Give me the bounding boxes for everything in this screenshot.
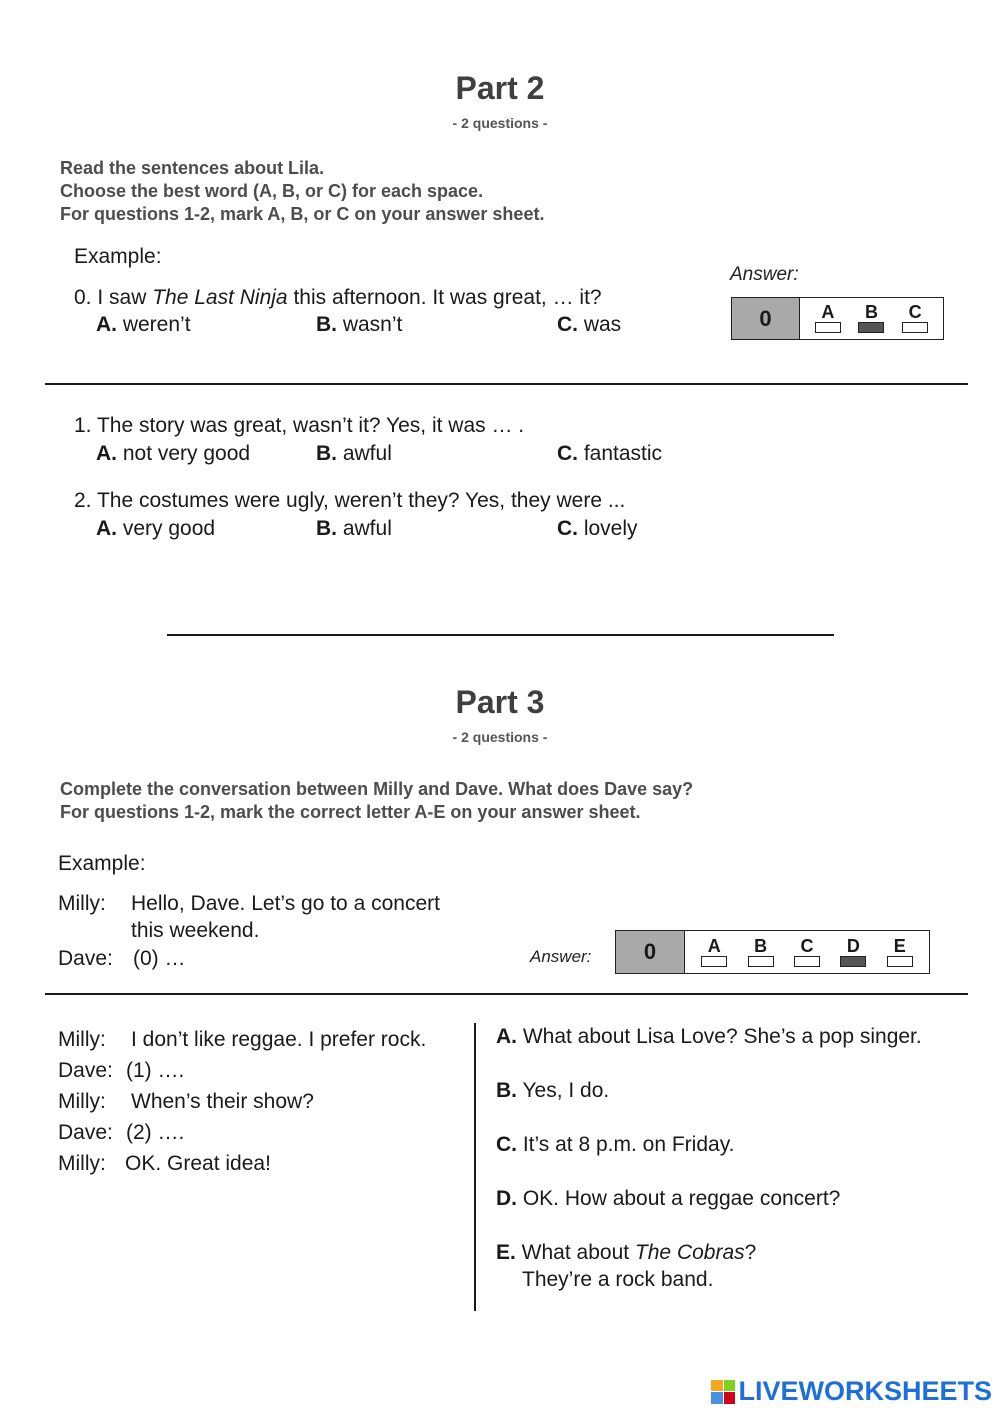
choice-a[interactable]: A. What about Lisa Love? She’s a pop singer. — [496, 1025, 922, 1048]
answer-mark[interactable] — [887, 956, 913, 967]
part2-example-option-b: B. wasn’t — [316, 313, 403, 336]
choice-d[interactable]: D. OK. How about a reggae concert? — [496, 1187, 841, 1210]
answer-option-e[interactable]: E — [887, 938, 913, 967]
dialogue-speaker: Milly: — [58, 1090, 106, 1113]
part2-question-2: 2. The costumes were ugly, weren’t they? Yes, they were ... — [74, 489, 626, 512]
divider — [45, 383, 968, 385]
part2-question-1: 1. The story was great, wasn’t it? Yes, it was … . — [74, 414, 525, 437]
example-line: this weekend. — [131, 919, 260, 942]
dialogue-line[interactable]: (1) …. — [126, 1059, 185, 1082]
instruction-line: Choose the best word (A, B, or C) for each space. — [60, 181, 484, 201]
part2-example-label: Example: — [74, 245, 162, 268]
part2-answer-label: Answer: — [730, 264, 799, 285]
choice-b[interactable]: B. Yes, I do. — [496, 1079, 610, 1102]
answer-option-b[interactable]: B — [748, 938, 774, 967]
q1-option-b[interactable]: B. awful — [316, 442, 392, 465]
example-title: The Last Ninja — [152, 286, 288, 309]
dialogue-line: I don’t like reggae. I prefer rock. — [131, 1028, 427, 1051]
logo-icon — [711, 1380, 735, 1404]
part2-answer-box — [731, 297, 944, 340]
dialogue-line: OK. Great idea! — [125, 1152, 271, 1175]
answer-mark[interactable] — [902, 322, 928, 333]
part3-subtitle: - 2 questions - — [452, 729, 548, 745]
example-prefix: 0. I saw — [74, 286, 153, 309]
example-speaker: Milly: — [58, 892, 106, 915]
answer-mark-selected[interactable] — [840, 956, 866, 967]
answer-option-b[interactable]: B — [858, 304, 884, 333]
example-line: (0) … — [133, 947, 186, 970]
example-suffix: this afternoon. It was great, … it? — [287, 286, 602, 309]
example-speaker: Dave: — [58, 947, 113, 970]
answer-option-d[interactable]: D — [840, 938, 866, 967]
part2-example-option-a: A. weren’t — [96, 313, 191, 336]
part3-title: Part 3 — [455, 684, 545, 720]
answer-option-a[interactable]: A — [701, 938, 727, 967]
answer-options — [800, 298, 943, 339]
part2-subtitle: - 2 questions - — [452, 115, 548, 131]
part2-title: Part 2 — [455, 70, 545, 106]
choice-e-line2: They’re a rock band. — [522, 1268, 714, 1291]
answer-option-c[interactable]: C — [794, 938, 820, 967]
answer-mark[interactable] — [701, 956, 727, 967]
dialogue-speaker: Dave: — [58, 1121, 113, 1144]
dialogue-line[interactable]: (2) …. — [126, 1121, 185, 1144]
part2-instructions — [60, 157, 544, 226]
choice-c[interactable]: C. It’s at 8 p.m. on Friday. — [496, 1133, 735, 1156]
q2-option-a[interactable]: A. very good — [96, 517, 216, 540]
part3-answer-label: Answer: — [530, 947, 592, 966]
part3-answer-box — [615, 930, 930, 974]
dialogue-speaker: Milly: — [58, 1028, 106, 1051]
divider — [45, 993, 968, 995]
q2-option-c[interactable]: C. lovely — [557, 517, 638, 540]
example-line: Hello, Dave. Let’s go to a concert — [131, 892, 440, 915]
answer-option-c[interactable]: C — [902, 304, 928, 333]
choice-e[interactable]: E. What about The Cobras? — [496, 1241, 757, 1264]
instruction-line: Complete the conversation between Milly and Dave. What does Dave say? — [60, 779, 694, 799]
part3-instructions — [60, 778, 693, 824]
answer-option-a[interactable]: A — [815, 304, 841, 333]
instruction-line: For questions 1-2, mark A, B, or C on your answer sheet. — [60, 204, 545, 224]
q2-option-b[interactable]: B. awful — [316, 517, 392, 540]
q1-option-c[interactable]: C. fantastic — [557, 442, 663, 465]
answer-mark-selected[interactable] — [858, 322, 884, 333]
q1-option-a[interactable]: A. not very good — [96, 442, 251, 465]
answer-number: 0 — [616, 931, 685, 973]
brand-name: LIVEWORKSHEETS — [738, 1376, 992, 1406]
part3-example-label: Example: — [58, 852, 146, 875]
answer-mark[interactable] — [815, 322, 841, 333]
part2-example-sentence — [74, 286, 602, 310]
answer-mark[interactable] — [748, 956, 774, 967]
answer-mark[interactable] — [794, 956, 820, 967]
answer-number: 0 — [732, 298, 800, 339]
instruction-line: For questions 1-2, mark the correct letter A-E on your answer sheet. — [60, 802, 641, 822]
instruction-line: Read the sentences about Lila. — [60, 158, 325, 178]
dialogue-line: When’s their show? — [131, 1090, 314, 1113]
dialogue-speaker: Dave: — [58, 1059, 113, 1082]
dialogue-speaker: Milly: — [58, 1152, 106, 1175]
column-divider — [474, 1023, 476, 1311]
part2-example-option-c: C. was — [557, 313, 622, 336]
answer-options — [685, 931, 929, 973]
section-divider — [167, 634, 834, 636]
liveworksheets-logo — [711, 1376, 992, 1407]
